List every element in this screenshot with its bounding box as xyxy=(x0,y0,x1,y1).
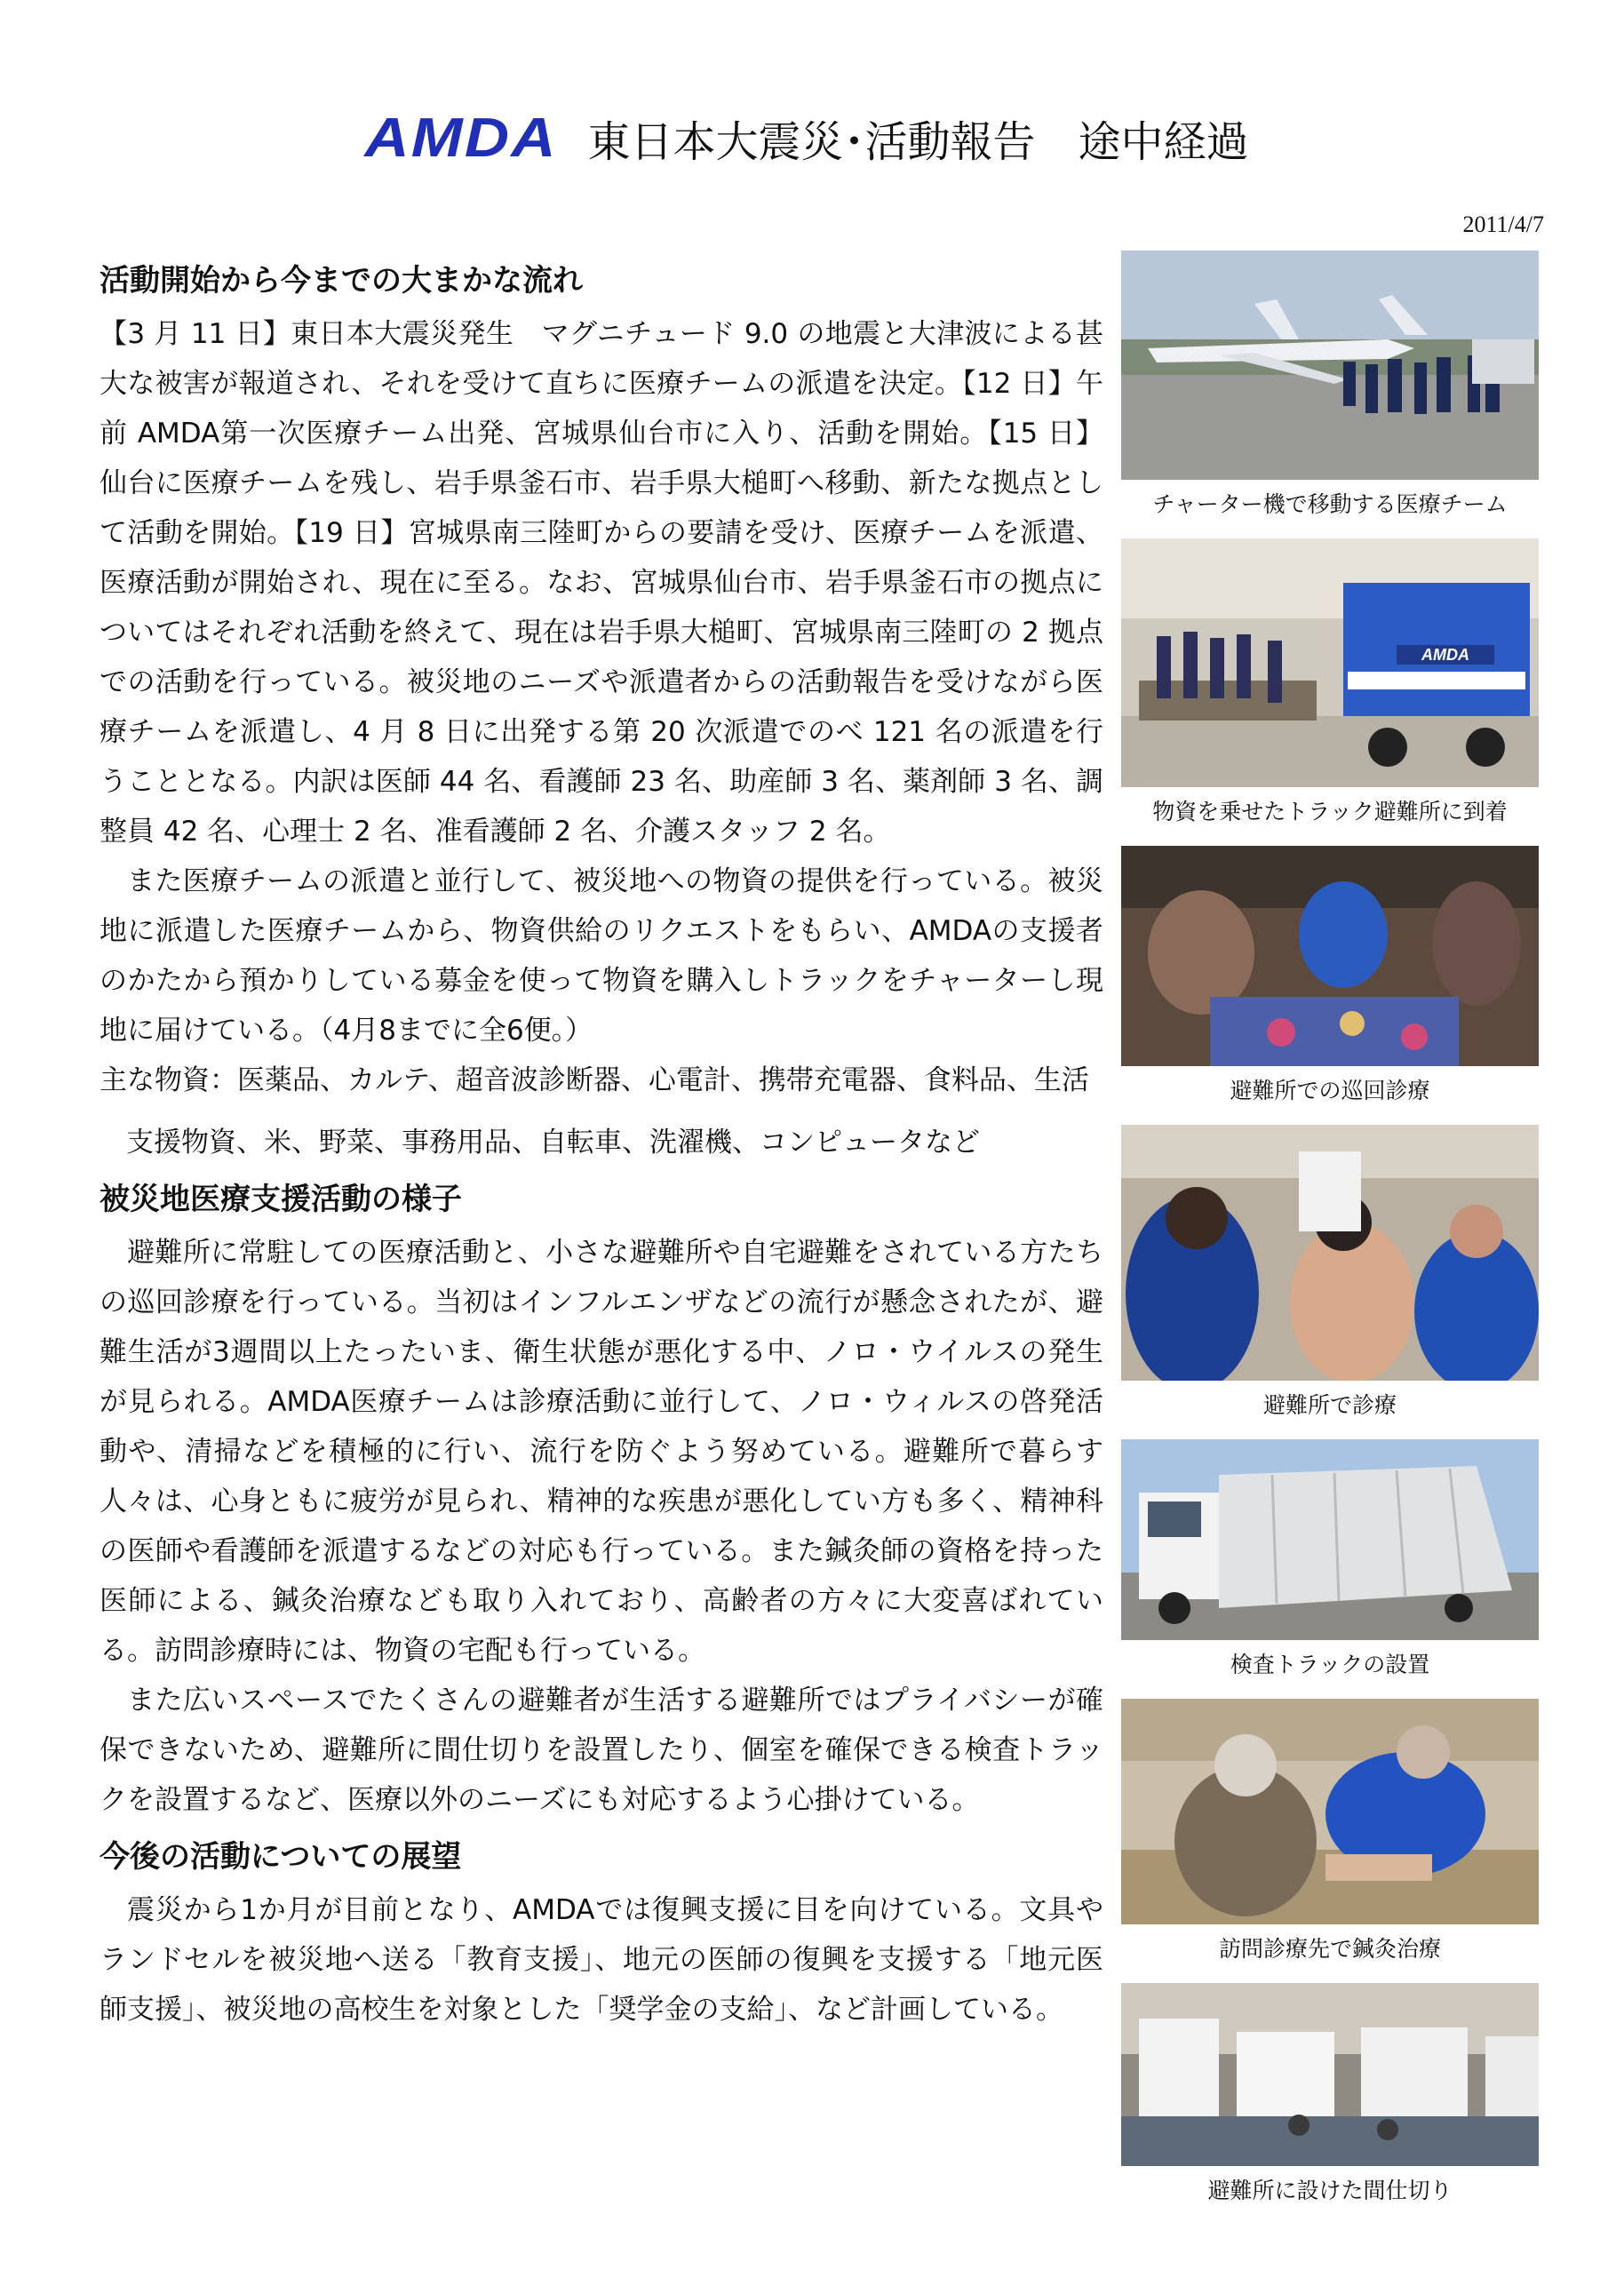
photo-shelter-rounds xyxy=(1121,846,1539,1066)
photo-caption: 避難所での巡回診療 xyxy=(1230,1078,1430,1103)
photo-figure-partitions xyxy=(1121,1983,1539,2210)
photo-figure-acupuncture xyxy=(1121,1699,1539,1969)
page-title: 東日本大震災･活動報告 途中経過 xyxy=(587,117,1249,167)
report-body xyxy=(100,249,1103,2035)
photo-caption: チャーター機で移動する医療チーム xyxy=(1152,491,1508,517)
section-heading-activities: 被災地医療支援活動の様子 xyxy=(100,1182,462,1217)
activities-paragraph: 避難所に常駐しての医療活動と、小さな避難所や自宅避難をされている方たちの巡回診療を行っている。当初はインフルエンザなどの流行が懸念されたが、避難生活が3週間以上たったいま、衛生状態が悪化する中、ノロ・ウイルスの発生が見られる。AMDA医療チームは診療活動に並行して、ノロ・ウィルスの啓発活動や、清掃などを積極的に行い、流行を防ぐよう努めている。避難所で暮らす人々は、心身ともに疲労が見られ、精神的な疾患が悪化してい方も多く、精神科の医師や看護師を派遣するなどの対応も行っている。また鍼灸師の資格を持った医師による、鍼灸治療なども取り入れており、高齢者の方々に大変喜ばれている。訪問診療時には、物資の宅配も行っている。 xyxy=(100,1237,1103,1667)
privacy-paragraph: また広いスペースでたくさんの避難者が生活する避難所ではプライバシーが確保できないため、避難所に間仕切りを設置したり、個室を確保できる検査トラックを設置するなど、医療以外のニーズにも対応するよう心掛けている。 xyxy=(100,1685,1103,1816)
photo-examination xyxy=(1121,1125,1539,1381)
report-date: 2011/4/7 xyxy=(1462,211,1544,237)
photo-exam-truck xyxy=(1121,1439,1539,1640)
photo-caption: 検査トラックの設置 xyxy=(1230,1652,1430,1677)
section-heading-outlook: 今後の活動についての展望 xyxy=(100,1839,462,1875)
photo-figure-charter-plane xyxy=(1121,251,1539,524)
photo-partitions xyxy=(1121,1983,1539,2166)
photo-caption: 物資を乗せたトラック避難所に到着 xyxy=(1152,799,1508,824)
outlook-paragraph: 震災から1か月が目前となり、AMDAでは復興支援に目を向けている。文具やランドセルを被災地へ送る「教育支援」、地元の医師の復興を支援する「地元医師支援」、被災地の高校生を対象とした「奨学金の支給」、など計画している。 xyxy=(100,1894,1103,2026)
supplies-list-line1: 主な物資：医薬品、カルテ、超音波診断器、心電計、携帯充電器、食料品、生活 xyxy=(100,1064,1089,1096)
timeline-paragraph: 【3 月 11 日】東日本大震災発生 マグニチュード 9.0 の地震と大津波による甚大な被害が報道され、それを受けて直ちに医療チームの派遣を決定。【12 日】午前 AMDA第一次医療チーム出発、宮城県仙台市に入り、活動を開始。【15 日】 仙台に医療チームを残し、岩手県釜石市、岩手県大槌町へ移動、新たな拠点として活動を開始。【19 日】宮城県南三陸町からの要請を受け、医療チームを派遣、医療活動が開始され、現在に至る。なお、宮城県仙台市、岩手県釜石市の拠点についてはそれぞれ活動を終えて、現在は岩手県大槌町、宮城県南三陸町の 2 拠点での活動を行っている。被災地のニーズや派遣者からの活動報告を受けながら医療チームを派遣し、4 月 8 日に出発する第 20 次派遣でのべ 121 名の派遣を行うこととなる。内訳は医師 44 名、看護師 23 名、助産師 3 名、薬剤師 3 名、調整員 42 名、心理士 2 名、准看護師 2 名、介護スタッフ 2 名。 xyxy=(100,318,1103,848)
photo-caption: 避難所で診療 xyxy=(1262,1392,1397,1418)
photo-caption: 避難所に設けた間仕切り xyxy=(1207,2178,1453,2203)
photo-column xyxy=(1121,251,1539,2225)
photo-acupuncture xyxy=(1121,1699,1539,1924)
photo-figure-exam-truck xyxy=(1121,1439,1539,1685)
photo-caption: 訪問診療先で鍼灸治療 xyxy=(1218,1936,1441,1962)
section-heading-timeline: 活動開始から今までの大まかな流れ xyxy=(100,263,583,299)
photo-supply-truck xyxy=(1121,538,1539,787)
amda-logo: AMDA xyxy=(364,108,559,169)
page-header xyxy=(0,107,1624,170)
photo-charter-plane xyxy=(1121,251,1539,480)
supplies-paragraph: また医療チームの派遣と並行して、被災地への物資の提供を行っている。被災地に派遣した医療チームから、物資供給のリクエストをもらい、AMDAの支援者のかたから預かりしている募金を使って物資を購入しトラックをチャーターし現地に届けている。（4月8までに全6便。） xyxy=(100,865,1103,1047)
photo-figure-examination xyxy=(1121,1125,1539,1425)
supplies-list-line2: 支援物資、米、野菜、事務用品、自転車、洗濯機、コンピュータなど xyxy=(126,1127,980,1159)
photo-figure-shelter-rounds xyxy=(1121,846,1539,1111)
photo-figure-supply-truck xyxy=(1121,538,1539,832)
truck-logo: AMDA xyxy=(1421,646,1469,664)
